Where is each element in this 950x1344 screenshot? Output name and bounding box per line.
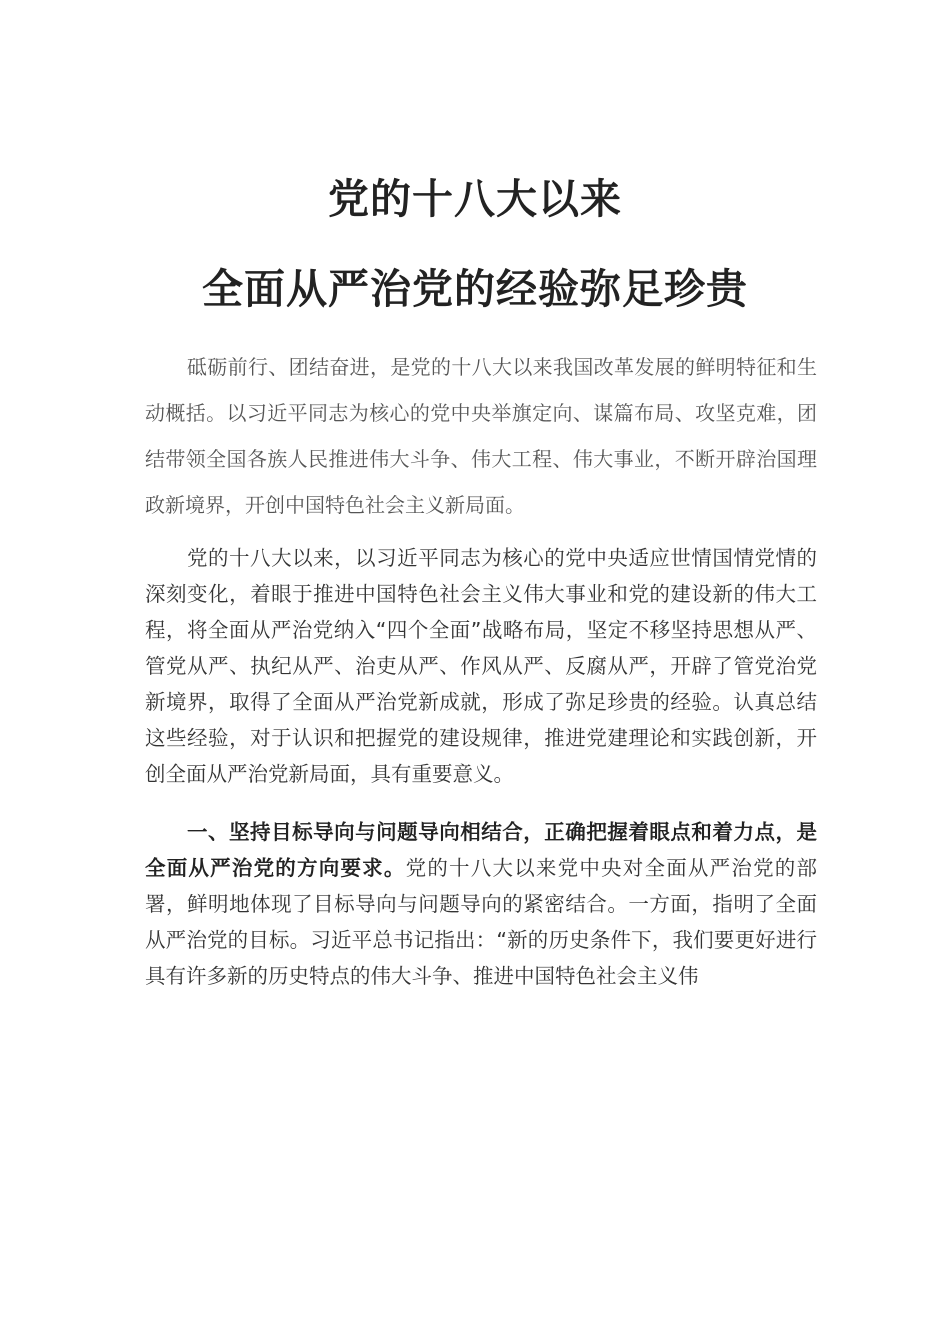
document-title-line-1: 党的十八大以来 [328, 175, 622, 223]
document-title-line-2: 全面从严治党的经验弥足珍贵 [202, 265, 748, 313]
intro-paragraph: 砥砺前行、团结奋进，是党的十八大以来我国改革发展的鲜明特征和生动概括。以习近平同志为核心的党中央举旗定向、谋篇布局、攻坚克难，团结带领全国各族人民推进伟大斗争、伟大工程、伟大事业，不断开辟治国理政新境界，开创中国特色社会主义新局面。 [145, 355, 817, 517]
section-heading-1: 一、坚持目标导向与问题导向相结合，正确把握着眼点和着力点，是全面从严治党的方向要求。 [145, 820, 817, 880]
section-body-text: 党的十八大以来党中央对全面从严治党的部署，鲜明地体现了目标导向与问题导向的紧密结合。一方面，指明了全面从严治党的目标。习近平总书记指出：“新的历史条件下，我们要更好进行具有许多新的历史特点的伟大斗争、推进中国特色社会主义伟 [145, 856, 818, 988]
body-paragraph-1: 党的十八大以来，以习近平同志为核心的党中央适应世情国情党情的深刻变化，着眼于推进中国特色社会主义伟大事业和党的建设新的伟大工程，将全面从严治党纳入“四个全面”战略布局，坚定不移坚持思想从严、管党从严、执纪从严、治吏从严、作风从严、反腐从严，开辟了管党治党新境界，取得了全面从严治党新成就，形成了弥足珍贵的经验。认真总结这些经验，对于认识和把握党的建设规律，推进党建理论和实践创新，开创全面从严治党新局面，具有重要意义。 [145, 546, 817, 786]
body-paragraph-2 [145, 814, 817, 994]
